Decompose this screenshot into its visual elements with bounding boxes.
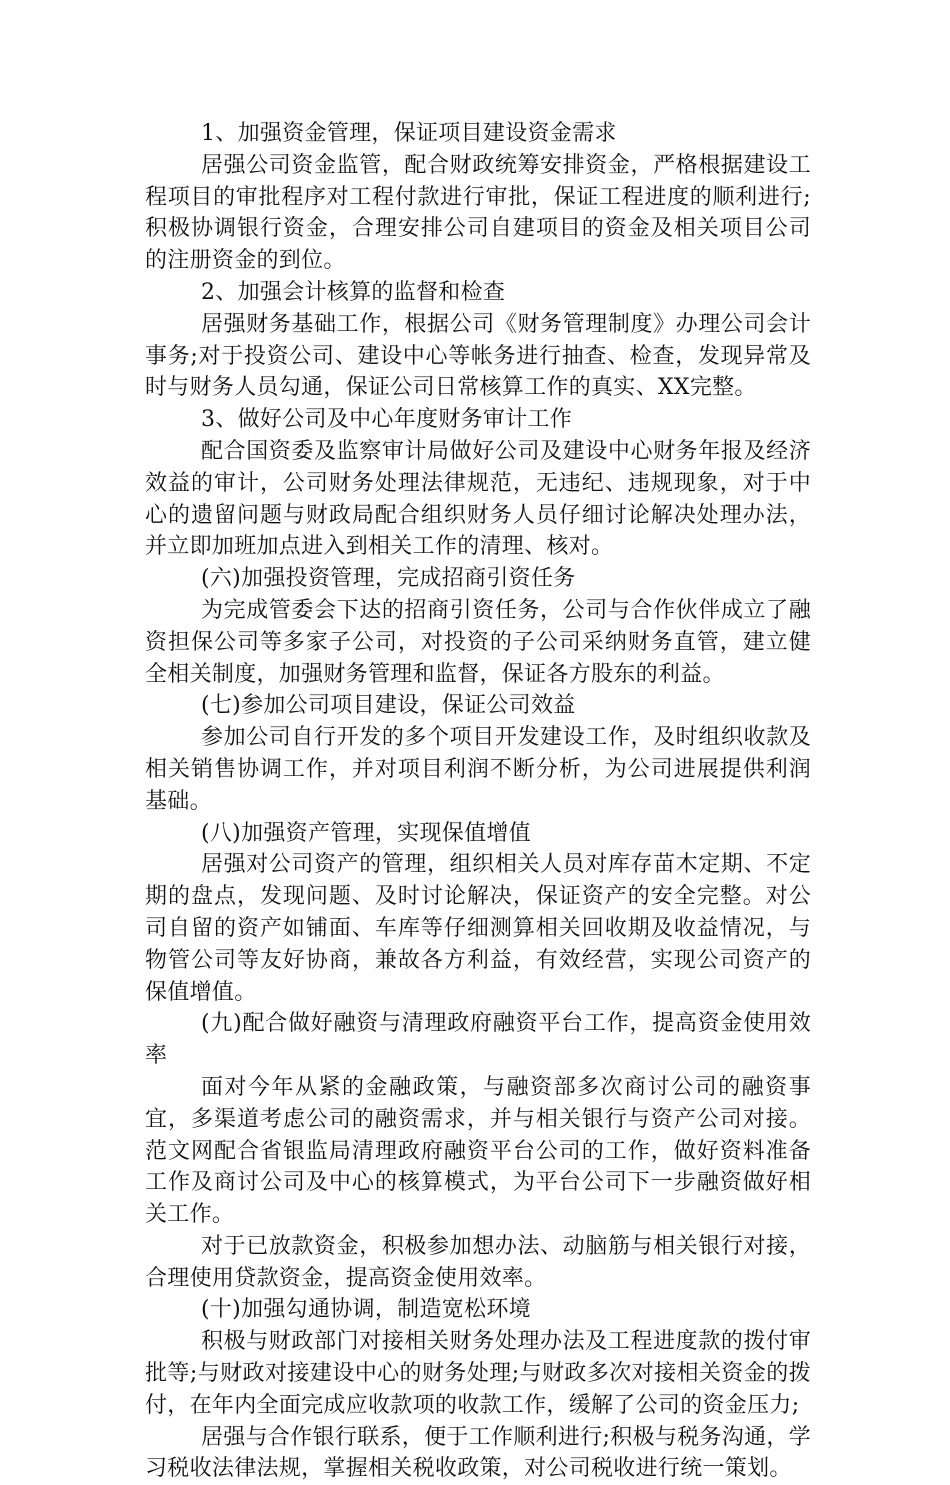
paragraph-9b: 对于已放款资金，积极参加想办法、动脑筋与相关银行对接，合理使用贷款资金，提高资金使用效率。 <box>145 1233 811 1291</box>
paragraph-1: 居强公司资金监管，配合财政统筹安排资金，严格根据建设工程项目的审批程序对工程付款进行审批，保证工程进度的顺利进行;积极协调银行资金，合理安排公司自建项目的资金及相关项目公司的注册资金的到位。 <box>145 152 811 274</box>
heading-8: (八)加强资产管理，实现保值增值 <box>201 820 531 846</box>
heading-3: 3、做好公司及中心年度财务审计工作 <box>201 407 573 433</box>
paragraph-10b: 居强与合作银行联系，便于工作顺利进行;积极与税务沟通，学习税收法律法规，掌握相关税收政策，对公司税收进行统一策划。 <box>145 1424 811 1482</box>
document-body <box>145 118 811 1485</box>
heading-2: 2、加强会计核算的监督和检查 <box>201 279 506 305</box>
paragraph-7: 参加公司自行开发的多个项目开发建设工作，及时组织收款及相关销售协调工作，并对项目利润不断分析，为公司进展提供利润基础。 <box>145 725 811 814</box>
heading-7: (七)参加公司项目建设，保证公司效益 <box>201 693 576 719</box>
heading-1: 1、加强资金管理，保证项目建设资金需求 <box>201 121 617 146</box>
heading-9: (九)配合做好融资与清理政府融资平台工作，提高资金使用效率 <box>145 1011 811 1069</box>
paragraph-2: 居强财务基础工作，根据公司《财务管理制度》办理公司会计事务;对于投资公司、建设中心等帐务进行抽查、检查，发现异常及时与财务人员勾通，保证公司日常核算工作的真实、XX完整。 <box>145 311 811 401</box>
paragraph-8: 居强对公司资产的管理，组织相关人员对库存苗木定期、不定期的盘点，发现问题、及时讨论解决，保证资产的安全完整。对公司自留的资产如铺面、车库等仔细测算相关回收期及收益情况，与物管公司等友好协商，兼故各方利益，有效经营，实现公司资产的保值增值。 <box>145 852 811 1005</box>
paragraph-10a: 积极与财政部门对接相关财务处理办法及工程进度款的拨付审批等;与财政对接建设中心的财务处理;与财政多次对接相关资金的拨付，在年内全面完成应收款项的收款工作，缓解了公司的资金压力; <box>145 1329 811 1418</box>
paragraph-6: 为完成管委会下达的招商引资任务，公司与合作伙伴成立了融资担保公司等多家子公司，对投资的子公司采纳财务直管，建立健全相关制度，加强财务管理和监督，保证各方股东的利益。 <box>145 597 811 687</box>
heading-10: (十)加强勾通协调，制造宽松环境 <box>201 1297 531 1323</box>
paragraph-9a: 面对今年从紧的金融政策，与融资部多次商讨公司的融资事宜，多渠道考虑公司的融资需求，并与相关银行与资产公司对接。范文网配合省银监局清理政府融资平台公司的工作，做好资料准备工作及商讨公司及中心的核算模式，为平台公司下一步融资做好相关工作。 <box>145 1074 811 1228</box>
heading-6: (六)加强投资管理，完成招商引资任务 <box>201 566 576 592</box>
paragraph-3: 配合国资委及监察审计局做好公司及建设中心财务年报及经济效益的审计，公司财务处理法律规范，无违纪、违规现象，对于中心的遗留问题与财政局配合组织财务人员仔细讨论解决处理办法，并立即加班加点进入到相关工作的清理、核对。 <box>145 438 811 560</box>
